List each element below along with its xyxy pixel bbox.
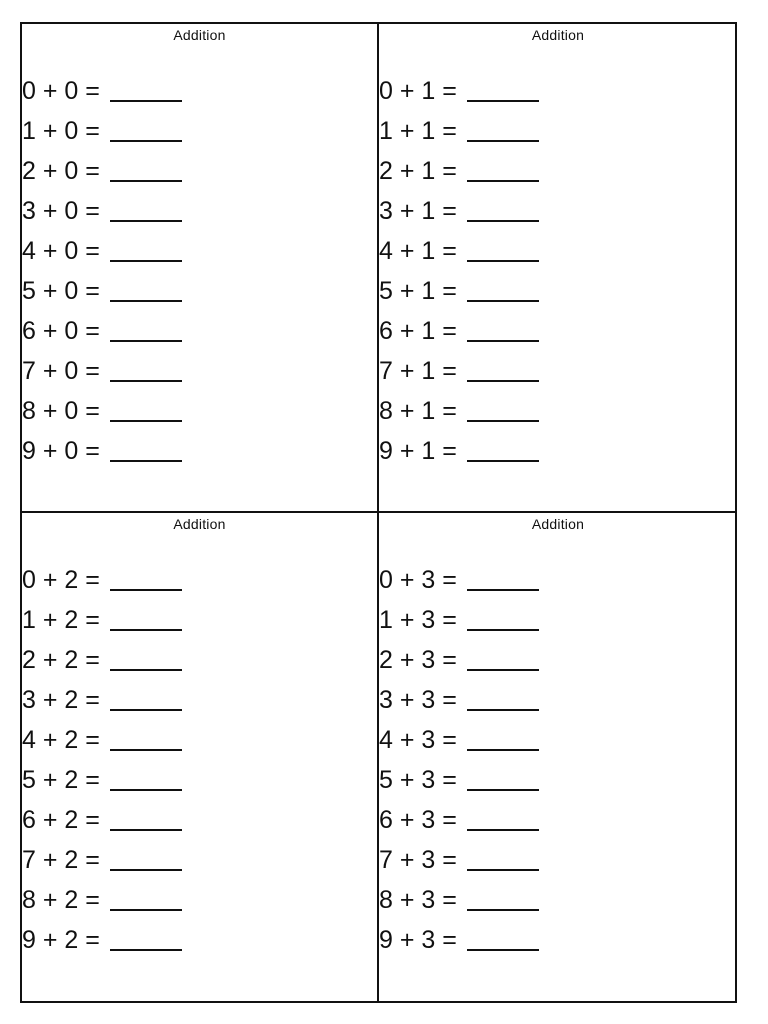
panel-title: Addition bbox=[173, 516, 226, 532]
addition-problem bbox=[379, 800, 539, 840]
panel-title: Addition bbox=[173, 27, 226, 43]
equation-text: 6 + 2 = bbox=[22, 806, 100, 834]
equation-text: 6 + 3 = bbox=[379, 806, 457, 834]
addition-problem bbox=[379, 191, 539, 231]
addition-problem bbox=[22, 231, 182, 271]
problem-list bbox=[22, 71, 182, 471]
equation-text: 5 + 3 = bbox=[379, 766, 457, 794]
equation-text: 5 + 1 = bbox=[379, 277, 457, 305]
equation-text: 1 + 1 = bbox=[379, 117, 457, 145]
addition-problem bbox=[379, 880, 539, 920]
addition-problem bbox=[379, 231, 539, 271]
answer-blank[interactable] bbox=[110, 689, 182, 711]
answer-blank[interactable] bbox=[467, 769, 539, 791]
equation-text: 0 + 1 = bbox=[379, 77, 457, 105]
addition-problem bbox=[379, 71, 539, 111]
addition-problem bbox=[379, 760, 539, 800]
equation-text: 4 + 3 = bbox=[379, 726, 457, 754]
addition-problem bbox=[22, 680, 182, 720]
answer-blank[interactable] bbox=[110, 729, 182, 751]
answer-blank[interactable] bbox=[110, 809, 182, 831]
problem-list bbox=[22, 560, 182, 960]
answer-blank[interactable] bbox=[110, 160, 182, 182]
answer-blank[interactable] bbox=[110, 609, 182, 631]
answer-blank[interactable] bbox=[110, 400, 182, 422]
equation-text: 6 + 0 = bbox=[22, 317, 100, 345]
answer-blank[interactable] bbox=[110, 649, 182, 671]
equation-text: 4 + 1 = bbox=[379, 237, 457, 265]
equation-text: 7 + 3 = bbox=[379, 846, 457, 874]
answer-blank[interactable] bbox=[467, 360, 539, 382]
answer-blank[interactable] bbox=[467, 400, 539, 422]
addition-problem bbox=[22, 880, 182, 920]
addition-problem bbox=[22, 840, 182, 880]
answer-blank[interactable] bbox=[110, 889, 182, 911]
answer-blank[interactable] bbox=[467, 120, 539, 142]
equation-text: 3 + 3 = bbox=[379, 686, 457, 714]
answer-blank[interactable] bbox=[110, 240, 182, 262]
equation-text: 0 + 2 = bbox=[22, 566, 100, 594]
addition-problem bbox=[22, 800, 182, 840]
answer-blank[interactable] bbox=[110, 569, 182, 591]
equation-text: 2 + 2 = bbox=[22, 646, 100, 674]
answer-blank[interactable] bbox=[467, 809, 539, 831]
answer-blank[interactable] bbox=[467, 889, 539, 911]
answer-blank[interactable] bbox=[467, 160, 539, 182]
addition-problem bbox=[379, 920, 539, 960]
answer-blank[interactable] bbox=[467, 569, 539, 591]
equation-text: 5 + 2 = bbox=[22, 766, 100, 794]
equation-text: 4 + 2 = bbox=[22, 726, 100, 754]
addition-problem bbox=[22, 351, 182, 391]
answer-blank[interactable] bbox=[110, 200, 182, 222]
addition-problem bbox=[22, 391, 182, 431]
addition-problem bbox=[379, 351, 539, 391]
addition-problem bbox=[379, 311, 539, 351]
equation-text: 5 + 0 = bbox=[22, 277, 100, 305]
addition-problem bbox=[379, 431, 539, 471]
equation-text: 9 + 1 = bbox=[379, 437, 457, 465]
answer-blank[interactable] bbox=[467, 320, 539, 342]
problem-list bbox=[379, 71, 539, 471]
answer-blank[interactable] bbox=[467, 849, 539, 871]
equation-text: 8 + 3 = bbox=[379, 886, 457, 914]
answer-blank[interactable] bbox=[467, 689, 539, 711]
panel-title: Addition bbox=[531, 516, 585, 532]
answer-blank[interactable] bbox=[110, 80, 182, 102]
equation-text: 9 + 3 = bbox=[379, 926, 457, 954]
addition-problem bbox=[379, 840, 539, 880]
addition-problem bbox=[22, 111, 182, 151]
addition-problem bbox=[22, 311, 182, 351]
answer-blank[interactable] bbox=[467, 240, 539, 262]
equation-text: 0 + 3 = bbox=[379, 566, 457, 594]
equation-text: 8 + 0 = bbox=[22, 397, 100, 425]
equation-text: 1 + 3 = bbox=[379, 606, 457, 634]
answer-blank[interactable] bbox=[110, 320, 182, 342]
addition-problem bbox=[22, 560, 182, 600]
answer-blank[interactable] bbox=[467, 280, 539, 302]
equation-text: 2 + 3 = bbox=[379, 646, 457, 674]
addition-panel-plus-2 bbox=[22, 513, 379, 1003]
addition-panel-plus-0 bbox=[22, 24, 379, 513]
addition-problem bbox=[379, 640, 539, 680]
equation-text: 3 + 2 = bbox=[22, 686, 100, 714]
equation-text: 2 + 1 = bbox=[379, 157, 457, 185]
addition-problem bbox=[22, 71, 182, 111]
answer-blank[interactable] bbox=[110, 849, 182, 871]
addition-problem bbox=[379, 111, 539, 151]
addition-problem bbox=[22, 191, 182, 231]
addition-worksheet bbox=[20, 22, 737, 1003]
equation-text: 4 + 0 = bbox=[22, 237, 100, 265]
equation-text: 7 + 0 = bbox=[22, 357, 100, 385]
addition-problem bbox=[22, 720, 182, 760]
equation-text: 3 + 1 = bbox=[379, 197, 457, 225]
addition-problem bbox=[22, 760, 182, 800]
addition-problem bbox=[379, 391, 539, 431]
answer-blank[interactable] bbox=[467, 649, 539, 671]
answer-blank[interactable] bbox=[110, 360, 182, 382]
addition-problem bbox=[22, 600, 182, 640]
equation-text: 7 + 2 = bbox=[22, 846, 100, 874]
addition-problem bbox=[22, 271, 182, 311]
equation-text: 8 + 2 = bbox=[22, 886, 100, 914]
answer-blank[interactable] bbox=[467, 440, 539, 462]
equation-text: 1 + 2 = bbox=[22, 606, 100, 634]
addition-panel-plus-1 bbox=[379, 24, 737, 513]
answer-blank[interactable] bbox=[110, 280, 182, 302]
addition-problem bbox=[22, 640, 182, 680]
addition-problem bbox=[379, 720, 539, 760]
answer-blank[interactable] bbox=[110, 929, 182, 951]
equation-text: 7 + 1 = bbox=[379, 357, 457, 385]
answer-blank[interactable] bbox=[110, 120, 182, 142]
answer-blank[interactable] bbox=[467, 729, 539, 751]
equation-text: 8 + 1 = bbox=[379, 397, 457, 425]
addition-problem bbox=[379, 271, 539, 311]
addition-panel-plus-3 bbox=[379, 513, 737, 1003]
addition-problem bbox=[379, 151, 539, 191]
equation-text: 9 + 2 = bbox=[22, 926, 100, 954]
addition-problem bbox=[379, 600, 539, 640]
answer-blank[interactable] bbox=[467, 929, 539, 951]
panel-title: Addition bbox=[531, 27, 585, 43]
equation-text: 0 + 0 = bbox=[22, 77, 100, 105]
addition-problem bbox=[379, 680, 539, 720]
equation-text: 1 + 0 = bbox=[22, 117, 100, 145]
addition-problem bbox=[22, 920, 182, 960]
addition-problem bbox=[379, 560, 539, 600]
answer-blank[interactable] bbox=[467, 200, 539, 222]
addition-problem bbox=[22, 431, 182, 471]
answer-blank[interactable] bbox=[110, 440, 182, 462]
answer-blank[interactable] bbox=[467, 80, 539, 102]
addition-problem bbox=[22, 151, 182, 191]
equation-text: 2 + 0 = bbox=[22, 157, 100, 185]
equation-text: 9 + 0 = bbox=[22, 437, 100, 465]
answer-blank[interactable] bbox=[110, 769, 182, 791]
equation-text: 6 + 1 = bbox=[379, 317, 457, 345]
problem-list bbox=[379, 560, 539, 960]
answer-blank[interactable] bbox=[467, 609, 539, 631]
equation-text: 3 + 0 = bbox=[22, 197, 100, 225]
